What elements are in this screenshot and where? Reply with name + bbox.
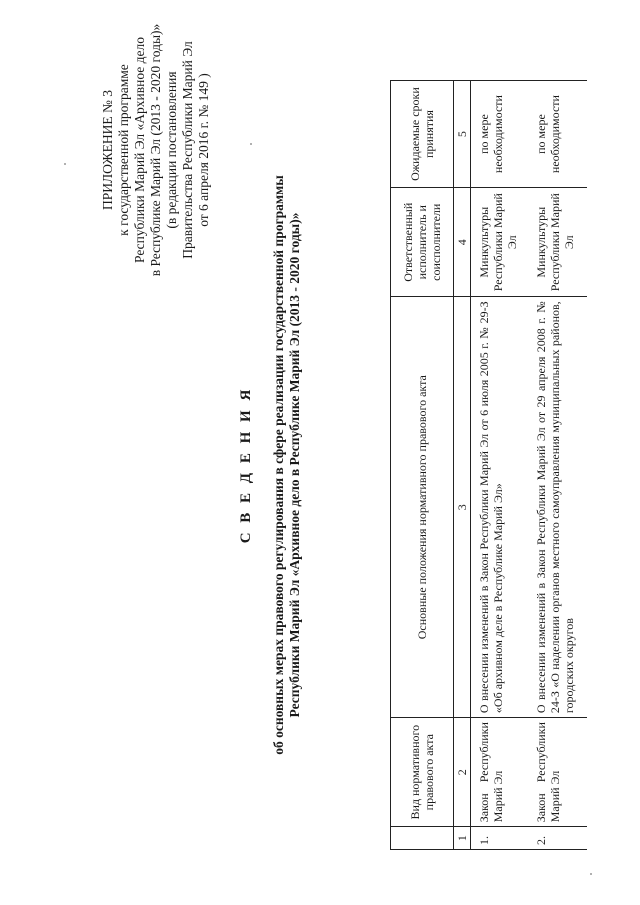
column-number: 2 xyxy=(454,718,471,827)
document-subtitle-line-1: об основных мерах правового регулирования в сфере реализации государственной программы xyxy=(271,175,286,755)
document-subtitle-line-2: Республики Марий Эл «Архивное дело в Республике Марий Эл (2013 - 2020 годы)» xyxy=(287,212,302,718)
appendix-line: к государственной программе xyxy=(116,64,131,236)
table-row xyxy=(471,81,529,850)
row-act-content: О внесении изменений в Закон Республики Марий Эл от 6 июля 2005 г. № 29-З «Об архивном деле в Республике Марий Эл» xyxy=(471,297,529,718)
column-number: 5 xyxy=(454,81,471,188)
table-row xyxy=(528,81,587,850)
column-number-row xyxy=(454,81,471,850)
column-number: 1 xyxy=(454,827,471,850)
appendix-line: Республики Марий Эл «Архивное дело xyxy=(132,37,147,263)
row-term: по мере необходимости xyxy=(471,81,529,188)
column-number: 3 xyxy=(454,297,471,718)
document-title: С В Е Д Е Н И Я xyxy=(238,386,254,544)
row-num: 1. xyxy=(471,827,529,850)
header-term: Ожидаемые сроки принятия xyxy=(391,81,454,188)
header-act-content: Основные положения нормативного правового акта xyxy=(391,297,454,718)
scan-speck xyxy=(590,873,592,875)
row-num: 2. xyxy=(528,827,587,850)
appendix-line: в Республике Марий Эл (2013 - 2020 годы)» xyxy=(148,23,163,277)
scan-speck xyxy=(64,163,66,165)
appendix-block xyxy=(100,5,212,295)
header-executor: Ответственный исполнитель и соисполнители xyxy=(391,188,454,297)
appendix-line: ПРИЛОЖЕНИЕ № 3 xyxy=(100,89,115,211)
row-act-content: О внесении изменений в Закон Республики Марий Эл от 29 апреля 2008 г. № 24-З «О наделении органов местного самоуправления муниципальных районов, городских округов xyxy=(528,297,587,718)
header-act-type: Вид нормативного правового акта xyxy=(391,718,454,827)
row-term: по мере необходимости xyxy=(528,81,587,188)
document-heading xyxy=(238,65,303,865)
measures-table xyxy=(390,80,587,850)
appendix-line: Правительства Республики Марий Эл xyxy=(180,41,195,259)
row-act-type: Закон Республики Марий Эл xyxy=(528,718,587,827)
row-executor: Минкультуры Республики Марий Эл xyxy=(471,188,529,297)
table-header-row xyxy=(391,81,454,850)
scan-speck xyxy=(250,143,252,145)
column-number: 4 xyxy=(454,188,471,297)
header-num xyxy=(391,827,454,850)
appendix-line: от 6 апреля 2016 г. № 149 ) xyxy=(196,73,211,227)
row-act-type: Закон Республики Марий Эл xyxy=(471,718,529,827)
row-executor: Минкультуры Республики Марий Эл xyxy=(528,188,587,297)
appendix-line: (в редакции постановления xyxy=(164,71,179,229)
